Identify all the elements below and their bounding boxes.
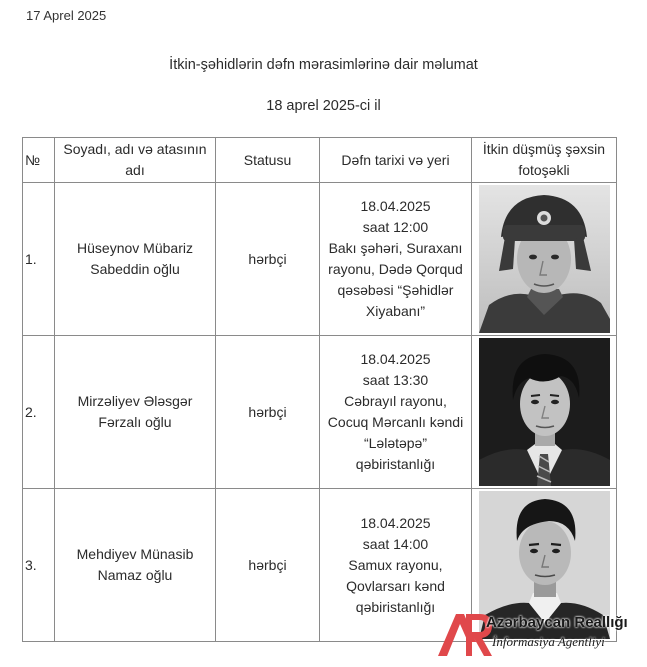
- burial-line: saat 13:30: [362, 372, 429, 388]
- burial-info: [320, 183, 472, 336]
- row-number: 2.: [23, 336, 55, 489]
- burial-line: 18.04.2025: [360, 198, 431, 214]
- header-photo: İtkin düşmüş şəxsin fotoşəkli: [472, 138, 617, 183]
- person-status: hərbçi: [216, 183, 320, 336]
- photo-cell: [472, 183, 617, 336]
- burial-line: Xiyabanı”: [365, 303, 426, 319]
- publish-date: 17 Aprel 2025: [26, 8, 107, 23]
- table-header-row: [23, 138, 617, 183]
- person-status: hərbçi: [216, 489, 320, 642]
- table-row: [23, 183, 617, 336]
- burial-line: rayonu, Dədə Qorqud: [328, 261, 463, 277]
- photo-cell: [472, 336, 617, 489]
- person-name: [55, 336, 216, 489]
- person-photo: [479, 338, 610, 486]
- header-number: №: [23, 138, 55, 183]
- agency-logo-icon: [436, 612, 492, 658]
- document-title: İtkin-şəhidlərin dəfn mərasimlərinə dair məlumat: [169, 57, 478, 73]
- burial-line: Bakı şəhəri, Suraxanı: [328, 240, 463, 256]
- burial-line: qəbiristanlığı: [355, 598, 436, 615]
- header-status: Statusu: [216, 138, 320, 183]
- agency-watermark: [434, 608, 647, 660]
- agency-subtitle: İnformasiya Agentliyi: [492, 634, 605, 649]
- header-name: Soyadı, adı və atasının adı: [55, 138, 216, 183]
- burial-line: saat 12:00: [362, 219, 429, 235]
- burial-line: Cocuq Mərcanlı kəndi: [327, 414, 464, 430]
- header-burial: Dəfn tarixi və yeri: [320, 138, 472, 183]
- name-line: Fərzalı oğlu: [98, 414, 172, 430]
- burial-line: “Lələtəpə”: [363, 435, 428, 451]
- burial-line: Samux rayonu,: [348, 556, 443, 573]
- document-date: 18 aprel 2025-ci il: [266, 98, 381, 114]
- burial-info: [320, 336, 472, 489]
- person-photo: [479, 185, 610, 333]
- burial-line: 18.04.2025: [360, 514, 431, 531]
- name-line: Mehdiyev Münasib: [76, 546, 194, 562]
- burial-line: qəsəbəsi “Şəhidlər: [337, 282, 454, 298]
- burial-line: saat 14:00: [362, 535, 429, 552]
- agency-name: Azərbaycan Reallığı: [486, 614, 628, 631]
- name-line: Hüseynov Mübariz: [77, 240, 193, 256]
- burial-line: qəbiristanlığı: [355, 456, 436, 472]
- person-name: [55, 489, 216, 642]
- burial-table: [22, 137, 617, 642]
- burial-line: Cəbrayıl rayonu,: [344, 393, 447, 409]
- burial-line: 18.04.2025: [360, 351, 431, 367]
- name-line: Mirzəliyev Ələsgər: [77, 393, 193, 409]
- table-row: [23, 336, 617, 489]
- person-status: hərbçi: [216, 336, 320, 489]
- burial-line: Qovlarsarı kənd: [346, 577, 445, 594]
- name-line: Sabeddin oğlu: [90, 261, 180, 277]
- person-name: [55, 183, 216, 336]
- name-line: Namaz oğlu: [97, 567, 173, 583]
- row-number: 1.: [23, 183, 55, 336]
- row-number: 3.: [23, 489, 55, 642]
